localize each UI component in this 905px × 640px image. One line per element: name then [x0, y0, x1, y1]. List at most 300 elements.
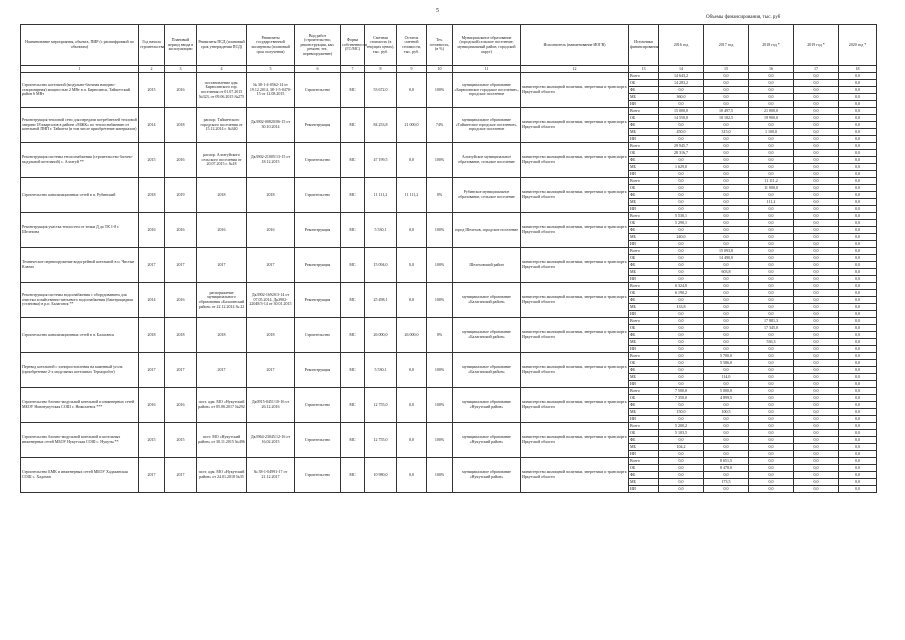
- column-number: 9: [397, 66, 427, 73]
- funding-source: МБ: [629, 374, 659, 381]
- funding-amount: 0,0: [659, 332, 704, 339]
- funding-amount: 0,0: [794, 220, 839, 227]
- funding-amount: 0,0: [794, 339, 839, 346]
- estimated-cost: 84 253,8: [365, 108, 397, 143]
- funding-amount: 0,0: [749, 444, 794, 451]
- estimated-cost: 26 000,0: [365, 318, 397, 353]
- start-year: 2017: [139, 458, 165, 493]
- column-number: 11: [453, 66, 521, 73]
- funding-source: ОБ: [629, 80, 659, 87]
- funding-amount: 0,0: [839, 248, 877, 255]
- psd-details: распор. Тайшетского городского поселения от 15.12.2014 г. №340: [197, 108, 247, 143]
- funding-source: МБ: [629, 444, 659, 451]
- funding-amount: 0,0: [659, 171, 704, 178]
- funding-amount: 0,0: [794, 227, 839, 234]
- funding-amount: 0,0: [749, 255, 794, 262]
- funding-amount: 0,0: [749, 206, 794, 213]
- funding-amount: 0,0: [794, 192, 839, 199]
- funding-amount: 0,0: [659, 479, 704, 486]
- column-header: Реквизиты ПСД (плановый срок утверждения ПСД): [197, 25, 247, 66]
- funding-source: ИИ: [629, 451, 659, 458]
- funding-source: ОБ: [629, 325, 659, 332]
- start-year: 2015: [139, 423, 165, 458]
- technical-readiness: 100%: [427, 213, 453, 248]
- funding-amount: 0,0: [659, 297, 704, 304]
- funding-amount: 0,0: [749, 157, 794, 164]
- commission-year: 2016: [165, 73, 197, 108]
- ownership-form: МС: [341, 213, 365, 248]
- column-header: Плановый период ввода в эксплуатацию: [165, 25, 197, 66]
- executor: министерство жилищной политики, энергетики и транспорта Иркутской области: [521, 178, 629, 213]
- funding-amount: 0,0: [839, 304, 877, 311]
- funding-amount: 0,0: [659, 360, 704, 367]
- work-type: Реконструкция: [295, 283, 341, 318]
- funding-amount: 28 316,7: [659, 150, 704, 157]
- funding-amount: 0,0: [704, 143, 749, 150]
- ownership-form: МС: [341, 108, 365, 143]
- funding-source: ОБ: [629, 150, 659, 157]
- funding-amount: 0,0: [659, 311, 704, 318]
- column-number: 3: [165, 66, 197, 73]
- funding-amount: 4 899,5: [704, 395, 749, 402]
- funding-source: МБ: [629, 409, 659, 416]
- executor: министерство жилищной политики, энергетики и транспорта Иркутской области: [521, 248, 629, 283]
- column-header: Форма собственности (ГС/МС): [341, 25, 365, 66]
- column-number: 15: [704, 66, 749, 73]
- column-header: Источники финансирования: [629, 25, 659, 66]
- column-header: Исполнитель (наименование ИОГВ): [521, 25, 629, 66]
- funding-amount: 0,0: [704, 101, 749, 108]
- funding-amount: 0,0: [704, 430, 749, 437]
- funding-amount: 0,0: [794, 402, 839, 409]
- funding-amount: 0,0: [839, 290, 877, 297]
- funding-amount: 0,0: [794, 269, 839, 276]
- funding-amount: 0,0: [794, 304, 839, 311]
- funding-amount: 0,0: [794, 458, 839, 465]
- funding-source: ФБ: [629, 297, 659, 304]
- column-header: Остаток сметной стоимости, тыс. руб.: [397, 25, 427, 66]
- funding-amount: 0,0: [839, 255, 877, 262]
- funding-source: ФБ: [629, 262, 659, 269]
- funding-amount: 0,0: [839, 325, 877, 332]
- expertise-details: Дк3902-16920/3-14 от 07.05.2014, Дк3902-22048/3-14 от 30.01.2015: [247, 283, 295, 318]
- funding-amount: 0,0: [794, 416, 839, 423]
- funding-amount: 0,0: [839, 311, 877, 318]
- funding-amount: 0,0: [794, 115, 839, 122]
- executor: министерство жилищной политики, энергетики и транспорта Иркутской области: [521, 423, 629, 458]
- funding-amount: 11 111,2: [749, 178, 794, 185]
- funding-source: МБ: [629, 199, 659, 206]
- funding-amount: 0,0: [749, 465, 794, 472]
- estimated-cost: 11 111,2: [365, 178, 397, 213]
- funding-amount: 0,0: [704, 262, 749, 269]
- technical-readiness: 0%: [427, 318, 453, 353]
- funding-amount: 0,0: [704, 325, 749, 332]
- psd-details: пост. адм. МО «Нукутский район» от 05.06.2017 №292: [197, 388, 247, 423]
- object-name: Техническое перевооружение водогрейной котельной в п. Чистые Ключи: [21, 248, 139, 283]
- funding-amount: 0,0: [749, 220, 794, 227]
- expertise-details: Дк3902-21005/13-15 от 18.12.2015: [247, 143, 295, 178]
- funding-amount: 0,0: [794, 150, 839, 157]
- column-number: 6: [295, 66, 341, 73]
- table-row: [21, 318, 877, 325]
- funding-source: ФБ: [629, 367, 659, 374]
- funding-amount: 7 500,0: [659, 388, 704, 395]
- column-number: 18: [839, 66, 877, 73]
- funding-amount: 0,0: [794, 297, 839, 304]
- funding-amount: 0,0: [704, 451, 749, 458]
- funding-source: МБ: [629, 234, 659, 241]
- funding-amount: 0,0: [794, 283, 839, 290]
- funding-amount: 0,0: [704, 150, 749, 157]
- column-number: 7: [341, 66, 365, 73]
- work-type: Строительство: [295, 458, 341, 493]
- funding-amount: 0,0: [749, 283, 794, 290]
- estimated-cost: 5 530,1: [365, 213, 397, 248]
- table-row: [21, 213, 877, 220]
- funding-amount: 0,0: [794, 311, 839, 318]
- funding-amount: 0,0: [794, 101, 839, 108]
- funding-amount: 0,0: [794, 430, 839, 437]
- municipality: муниципальное образование «Нукутский район»: [453, 423, 521, 458]
- funding-amount: 0,0: [749, 269, 794, 276]
- funding-amount: 0,0: [749, 311, 794, 318]
- table-row: [21, 108, 877, 115]
- funding-amount: 0,0: [839, 192, 877, 199]
- psd-details: распор. Алгатуйского сельского поселения от 20.07.2015 г. №18: [197, 143, 247, 178]
- funding-amount: 0,0: [749, 416, 794, 423]
- column-number: 4: [197, 66, 247, 73]
- funding-amount: 0,0: [749, 346, 794, 353]
- funding-amount: 0,0: [659, 472, 704, 479]
- funding-source: ИИ: [629, 171, 659, 178]
- column-header: 2018 год *: [749, 25, 794, 66]
- object-name: Строительство БМК и инженерных сетей МБОУ Хадаханская СОШ с. Хадахан: [21, 458, 139, 493]
- funding-source: ФБ: [629, 227, 659, 234]
- commission-year: 2016: [165, 213, 197, 248]
- funding-amount: 0,0: [704, 192, 749, 199]
- work-type: Строительство: [295, 388, 341, 423]
- psd-details: распоряжение муниципального образования «Балаганский район» от 22.12.2014 № 22: [197, 283, 247, 318]
- funding-amount: 0,0: [704, 416, 749, 423]
- executor: министерство жилищной политики, энергетики и транспорта Иркутской области: [521, 283, 629, 318]
- funding-amount: 0,0: [659, 157, 704, 164]
- funding-amount: 133,8: [659, 304, 704, 311]
- commission-year: 2019: [165, 178, 197, 213]
- funding-amount: 0,0: [659, 374, 704, 381]
- funding-amount: 0,0: [794, 164, 839, 171]
- funding-amount: 0,0: [704, 220, 749, 227]
- executor: министерство жилищной политики, энергетики и транспорта Иркутской области: [521, 213, 629, 248]
- table-row: [21, 458, 877, 465]
- funding-source: ИИ: [629, 381, 659, 388]
- funding-amount: 0,0: [749, 80, 794, 87]
- funding-amount: 0,0: [839, 122, 877, 129]
- object-name: Реконструкция участка теплосети от точки Д до ТК 1-8 г. Шелехова: [21, 213, 139, 248]
- funding-amount: 0,0: [749, 353, 794, 360]
- funding-source: МБ: [629, 269, 659, 276]
- funding-amount: 0,0: [659, 255, 704, 262]
- start-year: 2017: [139, 353, 165, 388]
- funding-amount: 0,0: [839, 185, 877, 192]
- funding-amount: 603,8: [704, 269, 749, 276]
- funding-amount: 0,0: [794, 171, 839, 178]
- funding-amount: 0,0: [704, 276, 749, 283]
- work-type: Строительство: [295, 178, 341, 213]
- technical-readiness: 0%: [427, 178, 453, 213]
- remaining-cost: 21 000,0: [397, 108, 427, 143]
- commission-year: 2016: [165, 283, 197, 318]
- column-number: 16: [749, 66, 794, 73]
- funding-amount: 1 629,0: [659, 164, 704, 171]
- column-header: Сметная стоимость (в текущих ценах), тыс. руб.: [365, 25, 397, 66]
- funding-amount: 0,0: [659, 241, 704, 248]
- funding-amount: 0,0: [794, 381, 839, 388]
- funding-source: ФБ: [629, 437, 659, 444]
- funding-amount: 0,0: [749, 430, 794, 437]
- funding-amount: 0,0: [704, 171, 749, 178]
- funding-amount: 0,0: [659, 101, 704, 108]
- funding-amount: 0,0: [704, 381, 749, 388]
- funding-amount: 0,0: [839, 430, 877, 437]
- ownership-form: МС: [341, 143, 365, 178]
- funding-amount: 0,0: [839, 388, 877, 395]
- funding-amount: 0,0: [749, 304, 794, 311]
- funding-amount: 6 190,2: [659, 290, 704, 297]
- expertise-details: Дк3964-23045/12-16 от 16.02.2015: [247, 423, 295, 458]
- funding-amount: 0,0: [839, 465, 877, 472]
- column-number: 10: [427, 66, 453, 73]
- funding-amount: 0,0: [749, 192, 794, 199]
- funding-amount: 0,0: [794, 388, 839, 395]
- estimated-cost: 53 672,0: [365, 73, 397, 108]
- funding-amount: 0,0: [749, 479, 794, 486]
- funding-amount: 0,0: [749, 213, 794, 220]
- funding-amount: 173,5: [704, 479, 749, 486]
- funding-source: Всего: [629, 353, 659, 360]
- work-type: Строительство: [295, 143, 341, 178]
- funding-amount: 0,0: [839, 171, 877, 178]
- funding-amount: 0,0: [659, 367, 704, 374]
- funding-amount: 15 000,0: [659, 108, 704, 115]
- column-number: 8: [365, 66, 397, 73]
- table-row: [21, 388, 877, 395]
- funding-amount: 0,0: [704, 234, 749, 241]
- executor: министерство жилищной политики, энергетики и транспорта Иркутской области: [521, 73, 629, 108]
- funding-amount: 0,0: [749, 248, 794, 255]
- estimated-cost: 47 199,5: [365, 143, 397, 178]
- funding-amount: 0,0: [749, 276, 794, 283]
- funding-amount: 8 651,5: [704, 458, 749, 465]
- funding-amount: 104,2: [659, 444, 704, 451]
- funding-amount: 0,0: [704, 73, 749, 80]
- funding-source: ОБ: [629, 185, 659, 192]
- funding-amount: 0,0: [839, 241, 877, 248]
- funding-amount: 0,0: [794, 206, 839, 213]
- funding-amount: 0,0: [839, 402, 877, 409]
- funding-amount: 0,0: [839, 318, 877, 325]
- start-year: 2015: [139, 143, 165, 178]
- funding-amount: 8 478,0: [704, 465, 749, 472]
- expertise-details: № 38-1-04991-17 от 21.12.2017: [247, 458, 295, 493]
- funding-amount: 0,0: [839, 262, 877, 269]
- funding-amount: 0,0: [749, 150, 794, 157]
- funding-amount: 0,0: [794, 178, 839, 185]
- funding-amount: 0,0: [839, 444, 877, 451]
- funding-amount: 5 290,1: [659, 220, 704, 227]
- table-row: [21, 73, 877, 80]
- object-name: Реконструкция системы теплоснабжения (строительство блочно-модульной котельной) с. Алгатуй **: [21, 143, 139, 178]
- table-row: [21, 178, 877, 185]
- funding-amount: 0,0: [749, 122, 794, 129]
- funding-amount: 0,0: [839, 395, 877, 402]
- funding-amount: 360,0: [659, 94, 704, 101]
- funding-amount: 0,0: [794, 290, 839, 297]
- funding-amount: 0,0: [659, 206, 704, 213]
- funding-amount: 1 100,0: [749, 129, 794, 136]
- remaining-cost: 0,0: [397, 283, 427, 318]
- estimated-cost: 10 980,0: [365, 458, 397, 493]
- funding-source: МБ: [629, 164, 659, 171]
- funding-amount: 0,0: [749, 402, 794, 409]
- funding-amount: 0,0: [794, 472, 839, 479]
- funding-amount: 0,0: [659, 192, 704, 199]
- funding-amount: 0,0: [704, 311, 749, 318]
- funding-amount: 0,0: [704, 304, 749, 311]
- column-header: 2019 год *: [794, 25, 839, 66]
- funding-amount: 0,0: [839, 339, 877, 346]
- funding-amount: 0,0: [794, 451, 839, 458]
- funding-amount: 0,0: [839, 458, 877, 465]
- funding-amount: 0,0: [839, 157, 877, 164]
- funding-amount: 0,0: [704, 486, 749, 493]
- funding-amount: 0,0: [659, 185, 704, 192]
- funding-amount: 0,0: [659, 402, 704, 409]
- column-header: Наименование мероприятия, объекта, ПИР (с расшифровкой по объектам): [21, 25, 139, 66]
- technical-readiness: 100%: [427, 73, 453, 108]
- psd-details: постановление адм. Бирюсинского гор. поселения от 01.07.2015 №323, от 09.06.2015 №275: [197, 73, 247, 108]
- funding-amount: 0,0: [839, 409, 877, 416]
- ownership-form: МС: [341, 423, 365, 458]
- funding-amount: 0,0: [749, 332, 794, 339]
- estimated-cost: 25 498,1: [365, 283, 397, 318]
- funding-amount: 240,0: [659, 234, 704, 241]
- funding-amount: 0,0: [839, 423, 877, 430]
- funding-amount: 0,0: [659, 262, 704, 269]
- municipality: Рубинское муниципальное образование, сельское поселение: [453, 178, 521, 213]
- funding-source: Всего: [629, 388, 659, 395]
- funding-source: ФБ: [629, 122, 659, 129]
- estimated-cost: 12 755,0: [365, 423, 397, 458]
- funding-amount: 0,0: [704, 206, 749, 213]
- object-name: Строительство канализационных сетей в п. Рубинский: [21, 178, 139, 213]
- funding-amount: 0,0: [659, 122, 704, 129]
- funding-source: ФБ: [629, 402, 659, 409]
- funding-source: ИИ: [629, 136, 659, 143]
- funding-amount: 0,0: [749, 136, 794, 143]
- funding-amount: 0,0: [839, 220, 877, 227]
- funding-amount: 0,0: [794, 360, 839, 367]
- funding-amount: 0,0: [794, 318, 839, 325]
- funding-source: ИИ: [629, 346, 659, 353]
- estimated-cost: 12 755,0: [365, 388, 397, 423]
- funding-amount: 6 324,0: [659, 283, 704, 290]
- funding-amount: 0,0: [839, 206, 877, 213]
- funding-amount: 0,0: [794, 73, 839, 80]
- funding-amount: 7 350,0: [659, 395, 704, 402]
- funding-source: ИИ: [629, 486, 659, 493]
- psd-details: пост. МО «Нукутский район» от 30.11.2015 №496: [197, 423, 247, 458]
- remaining-cost: 0,0: [397, 73, 427, 108]
- funding-amount: 0,0: [794, 80, 839, 87]
- funding-amount: 315,0: [704, 129, 749, 136]
- object-name: Строительство блочно-модульной котельной и инженерных сетей МБОУ Новонукутская СОШ с. Николаевск ***: [21, 388, 139, 423]
- funding-amount: 0,0: [794, 444, 839, 451]
- psd-details: пост. адм. МО «Нукутский район» от 24.01.2018 №35: [197, 458, 247, 493]
- funding-source: ФБ: [629, 87, 659, 94]
- funding-amount: 0,0: [839, 416, 877, 423]
- ownership-form: МС: [341, 248, 365, 283]
- funding-amount: 0,0: [749, 241, 794, 248]
- funding-source: ОБ: [629, 465, 659, 472]
- funding-source: Всего: [629, 178, 659, 185]
- funding-amount: 0,0: [659, 458, 704, 465]
- funding-amount: 0,0: [749, 409, 794, 416]
- funding-amount: 0,0: [794, 143, 839, 150]
- funding-amount: 0,0: [659, 248, 704, 255]
- funding-source: ИИ: [629, 276, 659, 283]
- work-type: Реконструкция: [295, 353, 341, 388]
- funding-amount: 0,0: [794, 395, 839, 402]
- funding-amount: 0,0: [794, 185, 839, 192]
- funding-amount: 0,0: [704, 122, 749, 129]
- funding-amount: 0,0: [659, 178, 704, 185]
- funding-amount: 0,0: [749, 381, 794, 388]
- funding-amount: 0,0: [839, 115, 877, 122]
- column-header: 2016 год: [659, 25, 704, 66]
- commission-year: 2015: [165, 423, 197, 458]
- funding-amount: 0,0: [839, 451, 877, 458]
- funding-amount: 0,0: [704, 290, 749, 297]
- funding-source: ОБ: [629, 255, 659, 262]
- expertise-details: 2018: [247, 178, 295, 213]
- ownership-form: МС: [341, 353, 365, 388]
- funding-amount: 14 550,0: [659, 115, 704, 122]
- start-year: 2014: [139, 283, 165, 318]
- column-header: Вид работ (строительство, реконструкция, кап. ремонт, тех. перевооружение): [295, 25, 341, 66]
- work-type: Строительство: [295, 318, 341, 353]
- funding-source: Всего: [629, 143, 659, 150]
- funding-amount: 0,0: [749, 227, 794, 234]
- funding-amount: 0,0: [659, 437, 704, 444]
- funding-amount: 0,0: [704, 241, 749, 248]
- municipality: муниципальное образование «Бирюсинское городское поселение», городское поселение: [453, 73, 521, 108]
- estimated-cost: 5 530,1: [365, 353, 397, 388]
- funding-amount: 0,0: [749, 395, 794, 402]
- funding-amount: 0,0: [704, 367, 749, 374]
- municipality: муниципальное образование «Нукутский район»: [453, 388, 521, 423]
- remaining-cost: 0,0: [397, 423, 427, 458]
- start-year: 2015: [139, 73, 165, 108]
- funding-amount: 0,0: [839, 178, 877, 185]
- start-year: 2016: [139, 388, 165, 423]
- table-row: [21, 353, 877, 360]
- funding-source: Всего: [629, 73, 659, 80]
- funding-amount: 0,0: [704, 94, 749, 101]
- ownership-form: МС: [341, 283, 365, 318]
- column-number: 2: [139, 66, 165, 73]
- ownership-form: МС: [341, 178, 365, 213]
